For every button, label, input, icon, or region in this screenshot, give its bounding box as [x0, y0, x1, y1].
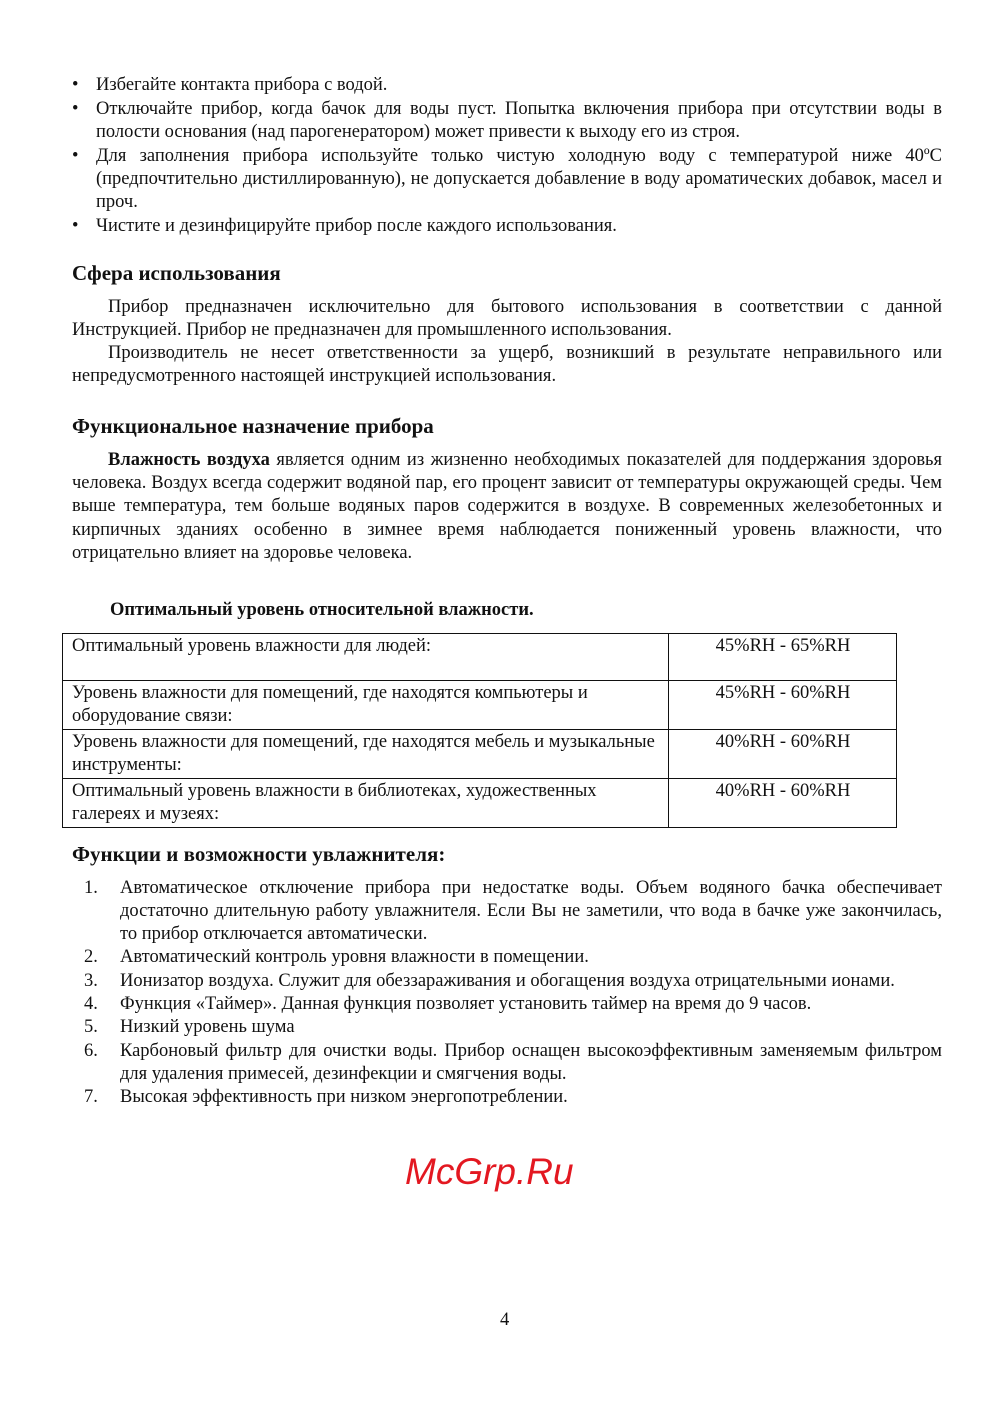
bullet-item: • Отключайте прибор, когда бачок для воды пуст. Попытка включения прибора при отсутствии воды в полости основания (над парогенератором) может привести к выходу его из строя.	[72, 98, 942, 145]
item-text: Функция «Таймер». Данная функция позволяет установить таймер на время до 9 часов.	[120, 994, 812, 1015]
cell-value: 40%RH - 60%RH	[669, 729, 897, 778]
bullet-item: • Избегайте контакта прибора с водой.	[72, 74, 942, 97]
table-row	[63, 680, 897, 729]
cell-label: Уровень влажности для помещений, где находятся мебель и музыкальные инструменты:	[63, 729, 669, 778]
scope-text	[72, 296, 942, 389]
paragraph: является одним из жизненно необходимых показателей для поддержания здоровья человека. Воздух всегда содержит водяной пар, его процент зависит от температуры окружающей среды. Чем выше температура, тем больше водяных паров содержится в воздухе. В современных железобетонных и кирпичных зданиях особенно в зимнее время наблюдается пониженный уровень влажности, что отрицательно влияет на здоровье человека.	[72, 449, 942, 563]
list-item	[72, 946, 942, 969]
bullet-item: • Для заполнения прибора используйте только чистую холодную воду с температурой ниже 40ºС (предпочтительно дистиллированную), не допускается добавление в воду ароматических добавок, масел и проч.	[72, 145, 942, 215]
cell-value: 45%RH - 65%RH	[669, 633, 897, 680]
item-text: Высокая эффективность при низком энергопотреблении.	[120, 1087, 568, 1108]
paragraph: Прибор предназначен исключительно для бытового использования в соответствии с данной Инструкцией. Прибор не предназначен для промышленного использования.	[72, 296, 942, 340]
page-content	[72, 74, 942, 1194]
list-item	[72, 970, 942, 993]
item-text: Ионизатор воздуха. Служит для обеззараживания и обогащения воздуха отрицательными ионами.	[120, 970, 895, 991]
item-number: 2.	[84, 947, 98, 968]
item-number: 6.	[84, 1040, 98, 1061]
cell-value: 40%RH - 60%RH	[669, 778, 897, 827]
list-item	[72, 1086, 942, 1109]
item-number: 3.	[84, 970, 98, 991]
item-text: Низкий уровень шума	[120, 1017, 295, 1038]
bullet-item: • Чистите и дезинфицируйте прибор после каждого использования.	[72, 215, 942, 238]
item-number: 5.	[84, 1017, 98, 1038]
list-item	[72, 1040, 942, 1087]
humidity-table	[62, 633, 897, 828]
bold-lead: Влажность воздуха	[108, 449, 270, 470]
paragraph: Производитель не несет ответственности за ущерб, возникший в результате неправильного или непредусмотренного настоящей инструкцией использования.	[72, 343, 942, 387]
watermark: McGrp.Ru	[405, 1150, 574, 1192]
cell-label: Уровень влажности для помещений, где находятся компьютеры и оборудование связи:	[63, 680, 669, 729]
section-title-scope: Сфера использования	[72, 260, 281, 285]
table-title: Оптимальный уровень относительной влажности.	[110, 600, 534, 621]
item-text: Карбоновый фильтр для очистки воды. Прибор оснащен высокоэффективным заменяемым фильтром для удаления примесей, дезинфекции и смягчения воды.	[120, 1040, 942, 1084]
item-number: 1.	[84, 877, 98, 898]
list-item	[72, 877, 942, 947]
warning-list	[72, 74, 942, 239]
item-number: 7.	[84, 1087, 98, 1108]
cell-label: Оптимальный уровень влажности для людей:	[63, 633, 669, 680]
item-number: 4.	[84, 994, 98, 1015]
item-text: Автоматический контроль уровня влажности в помещении.	[120, 947, 589, 968]
features-list	[72, 877, 942, 1110]
section-title-purpose: Функциональное назначение прибора	[72, 413, 434, 438]
cell-value: 45%RH - 60%RH	[669, 680, 897, 729]
page-number: 4	[500, 1310, 510, 1330]
cell-label: Оптимальный уровень влажности в библиотеках, художественных галереях и музеях:	[63, 778, 669, 827]
table-row	[63, 778, 897, 827]
section-title-features: Функции и возможности увлажнителя:	[72, 841, 446, 866]
list-item	[72, 993, 942, 1016]
table-row	[63, 729, 897, 778]
item-text: Автоматическое отключение прибора при недостатке воды. Объем водяного бачка обеспечивает достаточно длительную работу увлажнителя. Если Вы не заметили, что вода в бачке уже закончилась, то прибор отключается автоматически.	[120, 877, 942, 945]
table-row	[63, 633, 897, 680]
purpose-text	[72, 449, 942, 565]
list-item	[72, 1016, 942, 1039]
